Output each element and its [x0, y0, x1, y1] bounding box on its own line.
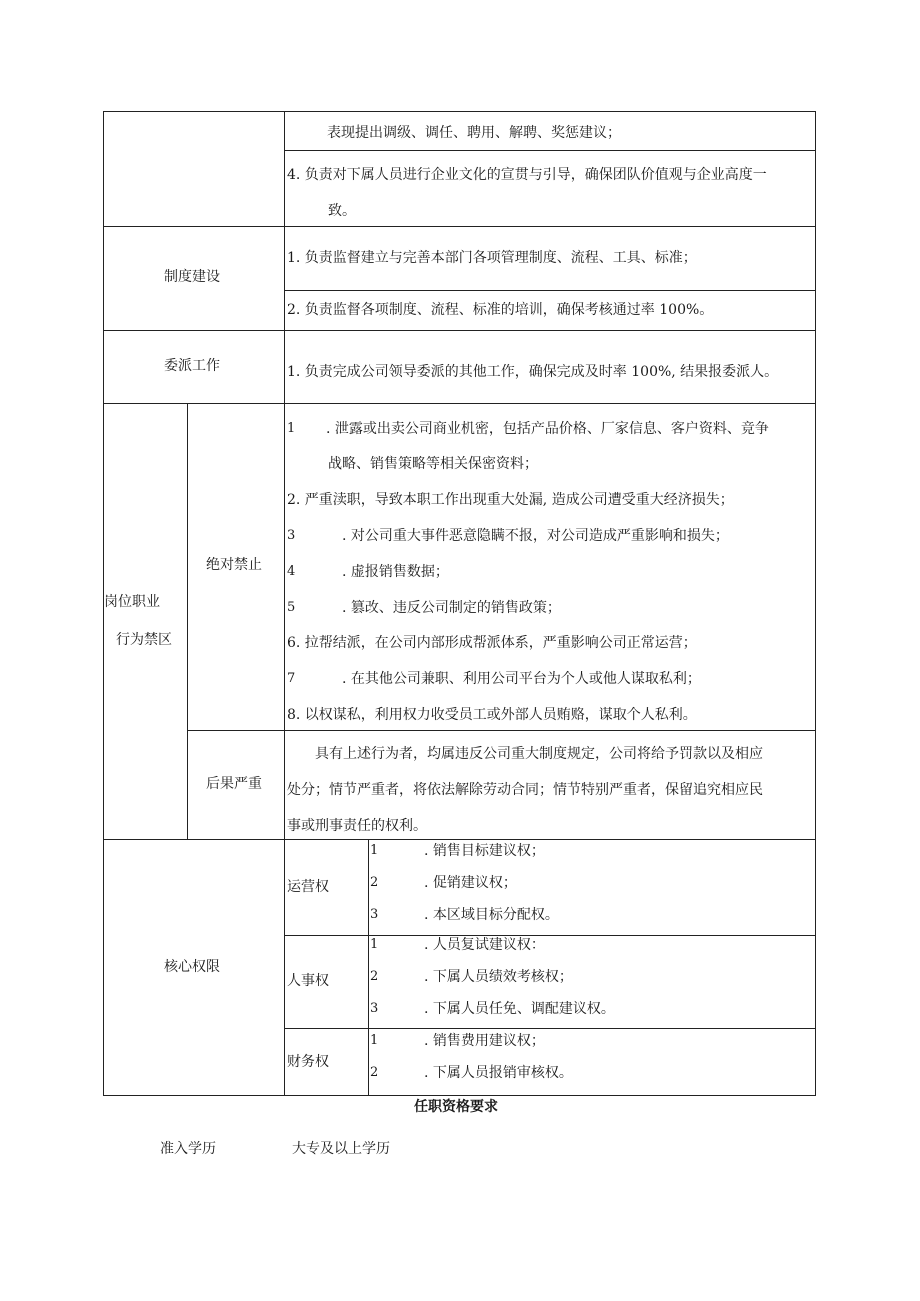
consequence-label: 后果严重: [206, 776, 262, 792]
prohibited-item-4: . 虚报销售数据；: [342, 564, 449, 580]
ops-num-3: 3: [370, 907, 379, 922]
hr-num-1: 1: [370, 937, 379, 952]
hr-item-1: . 人员复试建议权：: [424, 937, 545, 953]
consequence-line2: 处分；情节严重者，将依法解除劳动合同；情节特别严重者，保留追究相应民: [287, 782, 763, 798]
prohibited-num-7: 7: [287, 671, 296, 686]
ops-item-1: . 销售目标建议权；: [424, 843, 545, 859]
prohibited-item-1-cont: 战略、销售策略等相关保密资料；: [328, 456, 538, 472]
system-building-item2: 2. 负责监督各项制度、流程、标准的培训，确保考核通过率 100%。: [287, 302, 714, 318]
forbidden-zone-label-1: 岗位职业: [104, 594, 160, 610]
item4-line1: 4. 负责对下属人员进行企业文化的宣贯与引导，确保团队价值观与企业高度一: [287, 167, 767, 183]
prohibited-item-8: 8. 以权谋私，利用权力收受员工或外部人员贿赂，谋取个人私利。: [287, 707, 697, 723]
prohibited-num-4: 4: [287, 564, 296, 579]
prohibited-item-5: . 篡改、违反公司制定的销售政策；: [342, 600, 561, 616]
personnel-authority-label: 人事权: [287, 973, 329, 989]
consequence-line3: 事或刑事责任的权利。: [287, 818, 427, 834]
fin-num-2: 2: [370, 1065, 379, 1080]
fin-item-1: . 销售费用建议权；: [424, 1033, 545, 1049]
hr-item-3: . 下属人员任免、调配建议权。: [424, 1001, 615, 1017]
absolute-prohibition-label: 绝对禁止: [206, 557, 262, 573]
operations-authority-label: 运营权: [287, 879, 329, 895]
prohibited-item-6: 6. 拉帮结派，在公司内部形成帮派体系，严重影响公司正常运营；: [287, 635, 697, 651]
forbidden-zone-label-2: 行为禁区: [116, 632, 172, 648]
hr-item-2: . 下属人员绩效考核权；: [424, 969, 573, 985]
system-building-label: 制度建设: [164, 269, 220, 285]
consequence-line1: 具有上述行为者，均属违反公司重大制度规定，公司将给予罚款以及相应: [315, 746, 763, 762]
prohibited-item-3: . 对公司重大事件恶意隐瞒不报，对公司造成严重影响和损失；: [342, 528, 729, 544]
prohibited-item-7: . 在其他公司兼职、利用公司平台为个人或他人谋取私利；: [342, 671, 701, 687]
prohibited-num-5: 5: [287, 600, 296, 615]
core-authority-label: 核心权限: [164, 959, 220, 975]
prohibited-num-3: 3: [287, 528, 296, 543]
finance-authority-label: 财务权: [287, 1054, 329, 1070]
prohibited-num-1: 1: [287, 421, 296, 436]
fin-item-2: . 下属人员报销审核权。: [424, 1065, 573, 1081]
assigned-work-item1: 1. 负责完成公司领导委派的其他工作，确保完成及时率 100%, 结果报委派人。: [287, 364, 779, 380]
qualification-title: 任职资格要求: [414, 1099, 498, 1115]
system-building-item1: 1. 负责监督建立与完善本部门各项管理制度、流程、工具、标准；: [287, 250, 697, 266]
ops-num-1: 1: [370, 843, 379, 858]
prohibited-item-2: 2. 严重渎职，导致本职工作出现重大处漏, 造成公司遭受重大经济损失；: [287, 492, 734, 508]
education-value: 大专及以上学历: [292, 1141, 390, 1157]
fin-num-1: 1: [370, 1033, 379, 1048]
ops-item-3: . 本区域目标分配权。: [424, 907, 559, 923]
item4-line2: 致。: [328, 203, 356, 219]
hr-num-3: 3: [370, 1001, 379, 1016]
assigned-work-label: 委派工作: [164, 358, 220, 374]
item3-tail: 表现提出调级、调任、聘用、解聘、奖惩建议；: [327, 125, 621, 141]
ops-num-2: 2: [370, 875, 379, 890]
education-label: 准入学历: [160, 1141, 216, 1157]
hr-num-2: 2: [370, 969, 379, 984]
prohibited-item-1: . 泄露或出卖公司商业机密，包括产品价格、厂家信息、客户资料、竞争: [326, 421, 769, 437]
ops-item-2: . 促销建议权；: [424, 875, 517, 891]
